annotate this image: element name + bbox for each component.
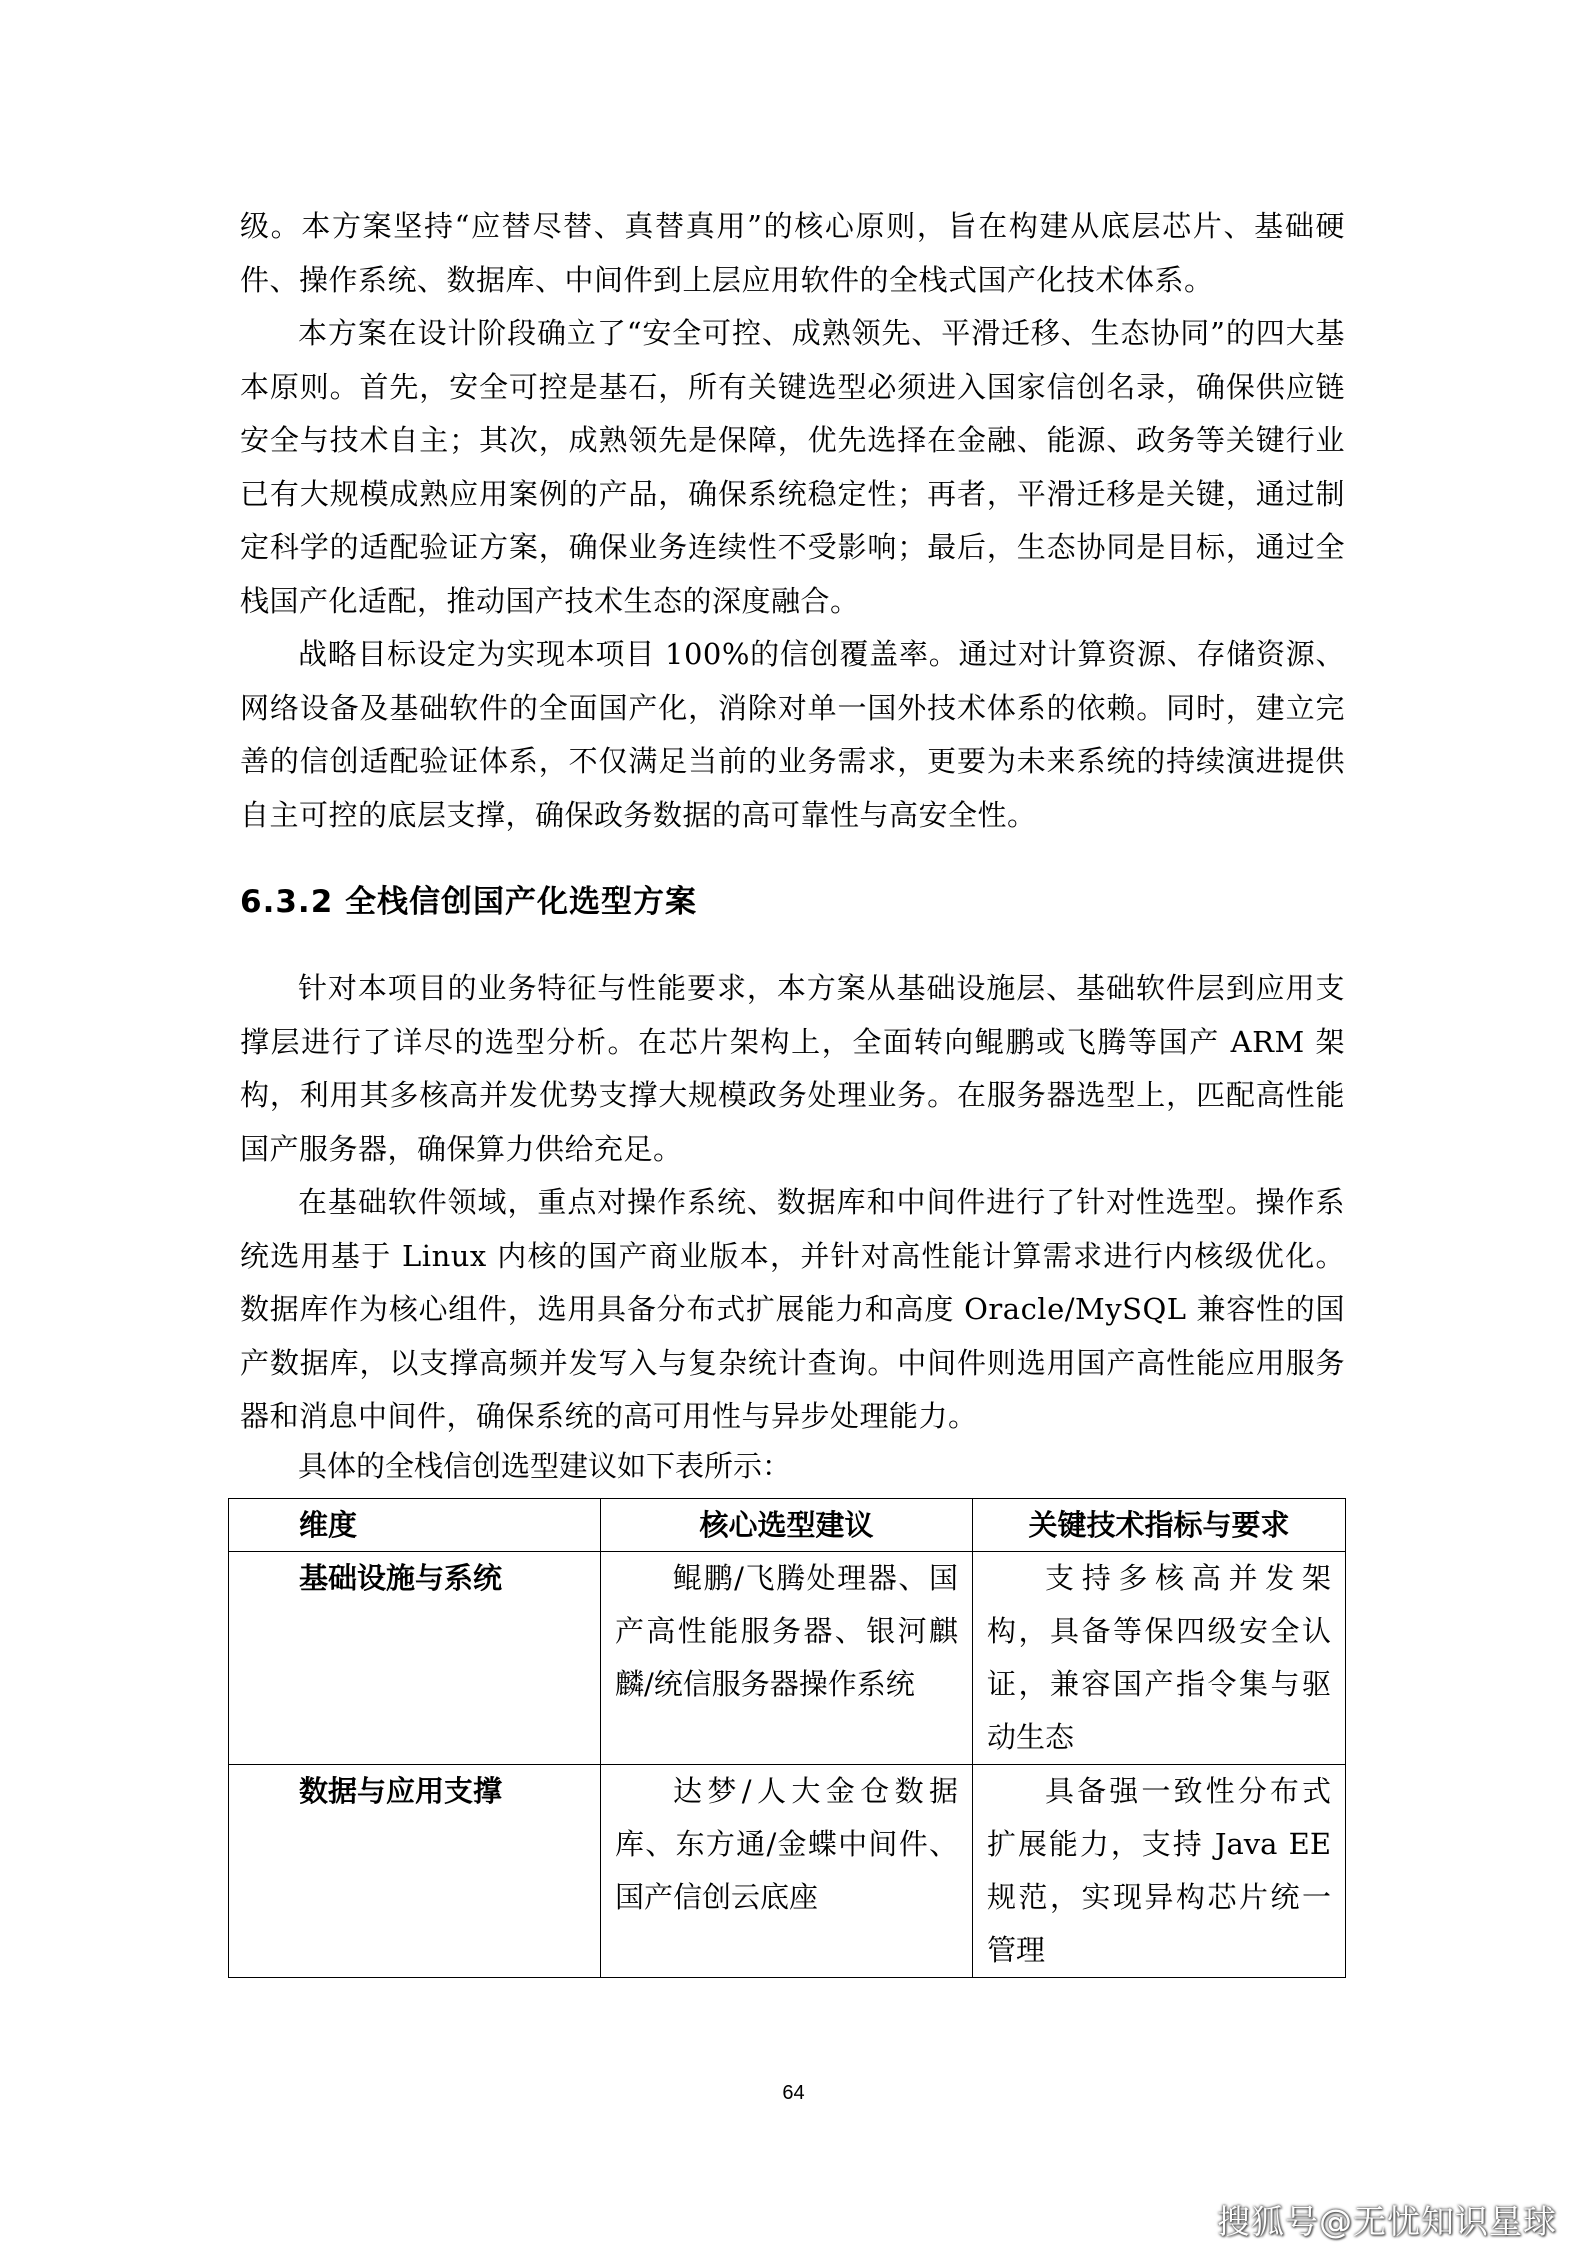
page-content — [240, 200, 1345, 1488]
paragraph-strategy: 战略目标设定为实现本项目 100%的信创覆盖率。通过对计算资源、存储资源、网络设备及基础软件的全面国产化，消除对单一国外技术体系的依赖。同时，建立完善的信创适配验证体系，不仅满足当前的业务需求，更要为未来系统的持续演进提供自主可控的底层支撑，确保政务数据的高可靠性与高安全性。 — [240, 637, 1345, 832]
table-cell-requirement: 支持多核高并发架构，具备等保四级安全认证，兼容国产指令集与驱动生态 — [973, 1552, 1346, 1765]
table-cell-dimension: 基础设施与系统 — [229, 1552, 601, 1765]
table-cell-suggestion: 鲲鹏/飞腾处理器、国产高性能服务器、银河麒麟/统信服务器操作系统 — [601, 1552, 973, 1765]
table-row — [229, 1552, 1346, 1765]
paragraph-continued: 级。本方案坚持“应替尽替、真替真用”的核心原则，旨在构建从底层芯片、基础硬件、操作系统、数据库、中间件到上层应用软件的全栈式国产化技术体系。 — [240, 209, 1345, 297]
paragraph-selection-analysis: 针对本项目的业务特征与性能要求，本方案从基础设施层、基础软件层到应用支撑层进行了详尽的选型分析。在芯片架构上，全面转向鲲鹏或飞腾等国产 ARM 架构，利用其多核高并发优势支撑大规模政务处理业务。在服务器选型上，匹配高性能国产服务器，确保算力供给充足。 — [240, 971, 1345, 1166]
table-header-row — [229, 1499, 1346, 1552]
section-heading: 6.3.2 全栈信创国产化选型方案 — [240, 884, 698, 920]
selection-table — [228, 1498, 1346, 1978]
table-intro: 具体的全栈信创选型建议如下表所示： — [298, 1448, 792, 1483]
paragraph-basic-software: 在基础软件领域，重点对操作系统、数据库和中间件进行了针对性选型。操作系统选用基于 Linux 内核的国产商业版本，并针对高性能计算需求进行内核级优化。数据库作为核心组件，选用具备分布式扩展能力和高度 Oracle/MySQL 兼容性的国产数据库，以支撑高频并发写入与复杂统计查询。中间件则选用国产高性能应用服务器和消息中间件，确保系统的高可用性与异步处理能力。 — [240, 1185, 1345, 1433]
table-cell-dimension: 数据与应用支撑 — [229, 1765, 601, 1978]
table-cell-requirement: 具备强一致性分布式扩展能力，支持 Java EE 规范，实现异构芯片统一管理 — [973, 1765, 1346, 1978]
table-row — [229, 1765, 1346, 1978]
paragraph-principles: 本方案在设计阶段确立了“安全可控、成熟领先、平滑迁移、生态协同”的四大基本原则。首先，安全可控是基石，所有关键选型必须进入国家信创名录，确保供应链安全与技术自主；其次，成熟领先是保障，优先选择在金融、能源、政务等关键行业已有大规模成熟应用案例的产品，确保系统稳定性；再者，平滑迁移是关键，通过制定科学的适配验证方案，确保业务连续性不受影响；最后，生态协同是目标，通过全栈国产化适配，推动国产技术生态的深度融合。 — [240, 316, 1345, 618]
table-header-requirement: 关键技术指标与要求 — [973, 1499, 1346, 1552]
table-header-suggestion: 核心选型建议 — [601, 1499, 973, 1552]
table-cell-suggestion: 达梦/人大金仓数据库、东方通/金蝶中间件、国产信创云底座 — [601, 1765, 973, 1978]
watermark: 搜狐号@无忧知识星球 — [1217, 2202, 1557, 2241]
table-header-dimension: 维度 — [229, 1499, 601, 1552]
page-number: 64 — [782, 2082, 805, 2104]
